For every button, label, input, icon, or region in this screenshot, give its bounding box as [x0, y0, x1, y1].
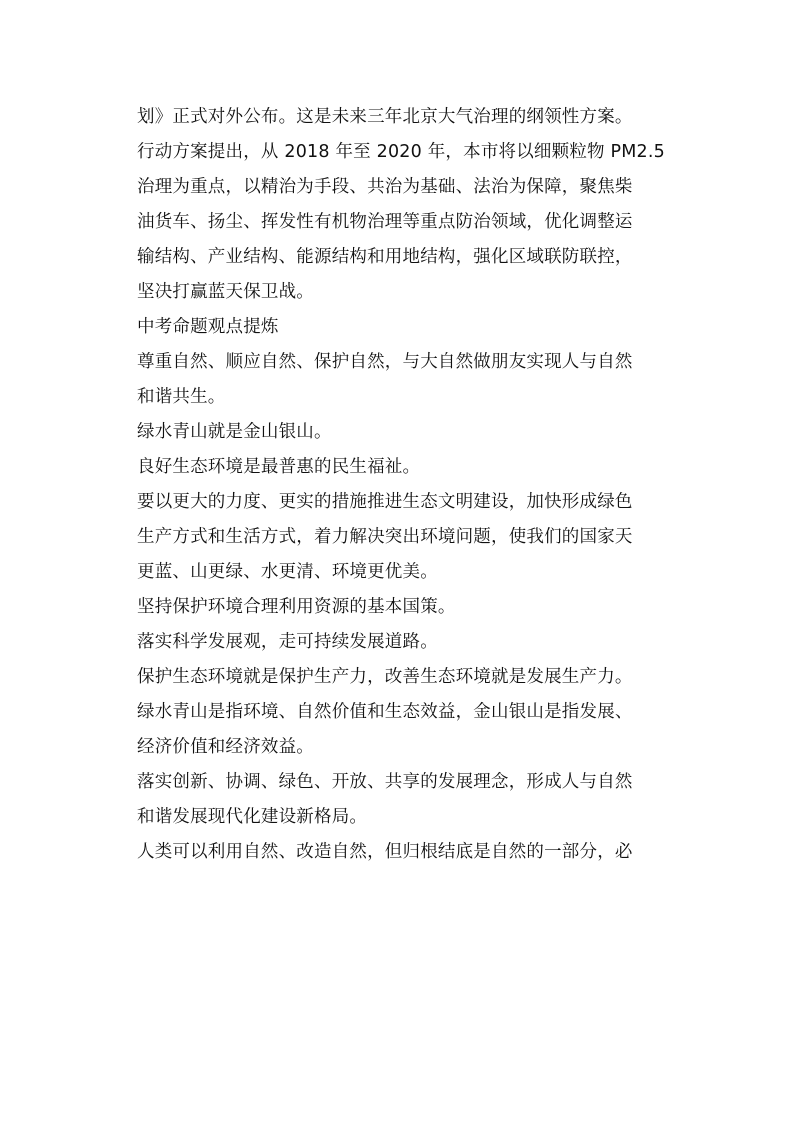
text-line: 治理为重点，以精治为手段、共治为基础、法治为保障，聚焦柴 — [137, 177, 633, 197]
section-heading: 中考命题观点提炼 — [137, 317, 279, 337]
text-line: 绿水青山是指环境、自然价值和生态效益，金山银山是指发展、 — [137, 702, 633, 722]
text-line: 更蓝、山更绿、水更清、环境更优美。 — [137, 562, 438, 582]
text-line: 落实科学发展观，走可持续发展道路。 — [137, 632, 438, 652]
text-line: 经济价值和经济效益。 — [137, 737, 314, 757]
text-line: 人类可以利用自然、改造自然，但归根结底是自然的一部分，必 — [137, 842, 633, 862]
text-line: 保护生态环境就是保护生产力，改善生态环境就是发展生产力。 — [137, 667, 633, 687]
text-line: 落实创新、协调、绿色、开放、共享的发展理念，形成人与自然 — [137, 772, 633, 792]
text-line: 输结构、产业结构、能源结构和用地结构，强化区域联防联控， — [137, 247, 633, 267]
text-line: 要以更大的力度、更实的措施推进生态文明建设，加快形成绿色 — [137, 492, 633, 512]
text-line: 和谐发展现代化建设新格局。 — [137, 807, 368, 827]
text-line: 坚持保护环境合理利用资源的基本国策。 — [137, 597, 456, 617]
text-line: 和谐共生。 — [137, 387, 226, 407]
text-line: 良好生态环境是最普惠的民生福祉。 — [137, 457, 421, 477]
text-line: 划》正式对外公布。这是未来三年北京大气治理的纲领性方案。 — [137, 107, 633, 127]
text-line: 坚决打赢蓝天保卫战。 — [137, 282, 314, 302]
text-line: 油货车、扬尘、挥发性有机物治理等重点防治领域，优化调整运 — [137, 212, 633, 232]
text-line: 绿水青山就是金山银山。 — [137, 422, 332, 442]
document-body — [137, 100, 665, 870]
text-line: 尊重自然、顺应自然、保护自然，与大自然做朋友实现人与自然 — [137, 352, 633, 372]
text-line: 行动方案提出，从 2018 年至 2020 年，本市将以细颗粒物 PM2.5 — [137, 142, 665, 162]
text-line: 生产方式和生活方式，着力解决突出环境问题，使我们的国家天 — [137, 527, 633, 547]
